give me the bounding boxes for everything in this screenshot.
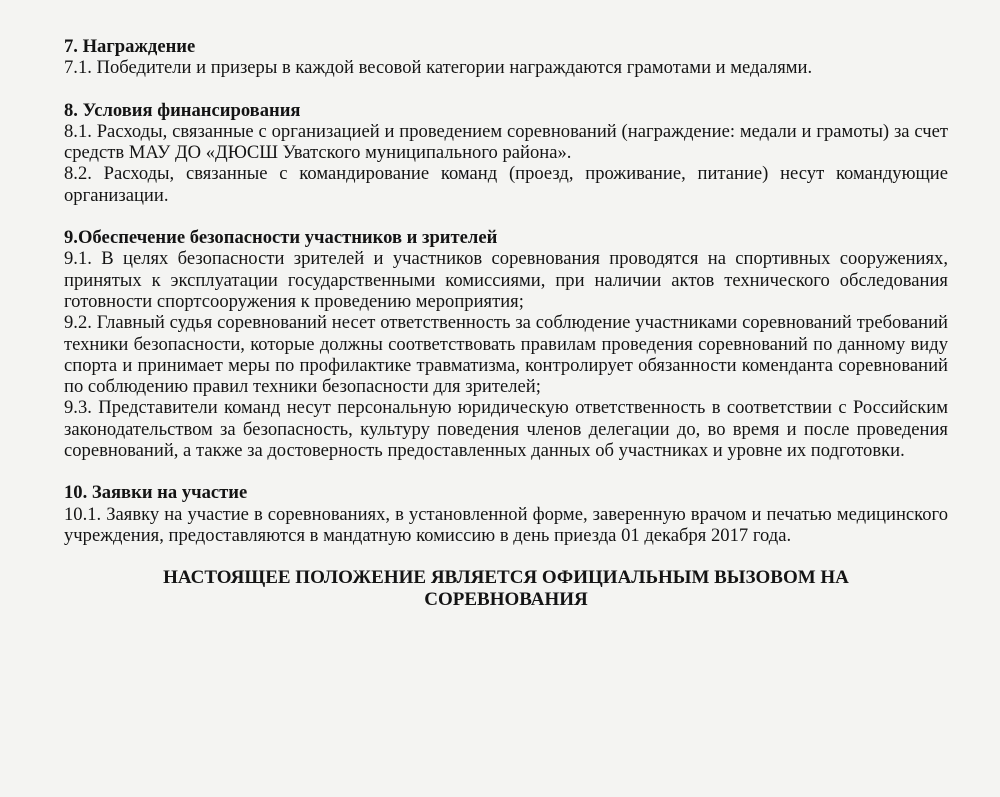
section-paragraph: 9.1. В целях безопасности зрителей и участников соревнования проводятся на спортивных сооружениях, принятых к эксплуатации государственными комиссиями, при наличии актов технического обследования готовности спортсооружения к проведению мероприятия; [64,248,948,312]
section-paragraph: 8.1. Расходы, связанные с организацией и проведением соревнований (награждение: медали и грамоты) за счет средств МАУ ДО «ДЮСШ Уватского муниципального района». [64,120,948,164]
section-heading: 7. Награждение [64,36,196,57]
section-applications [64,482,948,546]
section-paragraph: 10.1. Заявку на участие в соревнованиях, в установленной форме, заверенную врачом и печатью медицинского учреждения, предоставляются в мандатную комиссию в день приезда 01 декабря 2017 года. [64,503,948,546]
section-heading: 9.Обеспечение безопасности участников и зрителей [64,227,498,249]
section-heading: 10. Заявки на участие [64,482,248,504]
official-call-notice: НАСТОЯЩЕЕ ПОЛОЖЕНИЕ ЯВЛЯЕТСЯ ОФИЦИАЛЬНЫМ ВЫЗОВОМ НА СОРЕВНОВАНИЯ [163,567,849,611]
section-paragraph: 8.2. Расходы, связанные с командирование команд (проезд, проживание, питание) несут командующие организации. [64,163,948,206]
section-awards [64,36,948,79]
section-financing [64,100,948,206]
section-paragraph: 9.3. Представители команд несут персональную юридическую ответственность в соответствии с Российским законодательством за безопасность, культуру поведения членов делегации до, во время и после проведения соревнований, а также за достоверность предоставленных данных об участниках и уровне их подготовки. [64,397,948,462]
section-paragraph: 9.2. Главный судья соревнований несет ответственность за соблюдение участниками соревнований требований техники безопасности, которые должны соответствовать правилам проведения соревнований по данному виду спорта и принимает меры по профилактике травматизма, контролирует обязанности коменданта соревнований по соблюдению правил техники безопасности для зрителей; [64,312,948,398]
section-safety [64,227,948,461]
section-paragraph: 7.1. Победители и призеры в каждой весовой категории награждаются грамотами и медалями. [64,57,813,79]
section-heading: 8. Условия финансирования [64,99,301,121]
